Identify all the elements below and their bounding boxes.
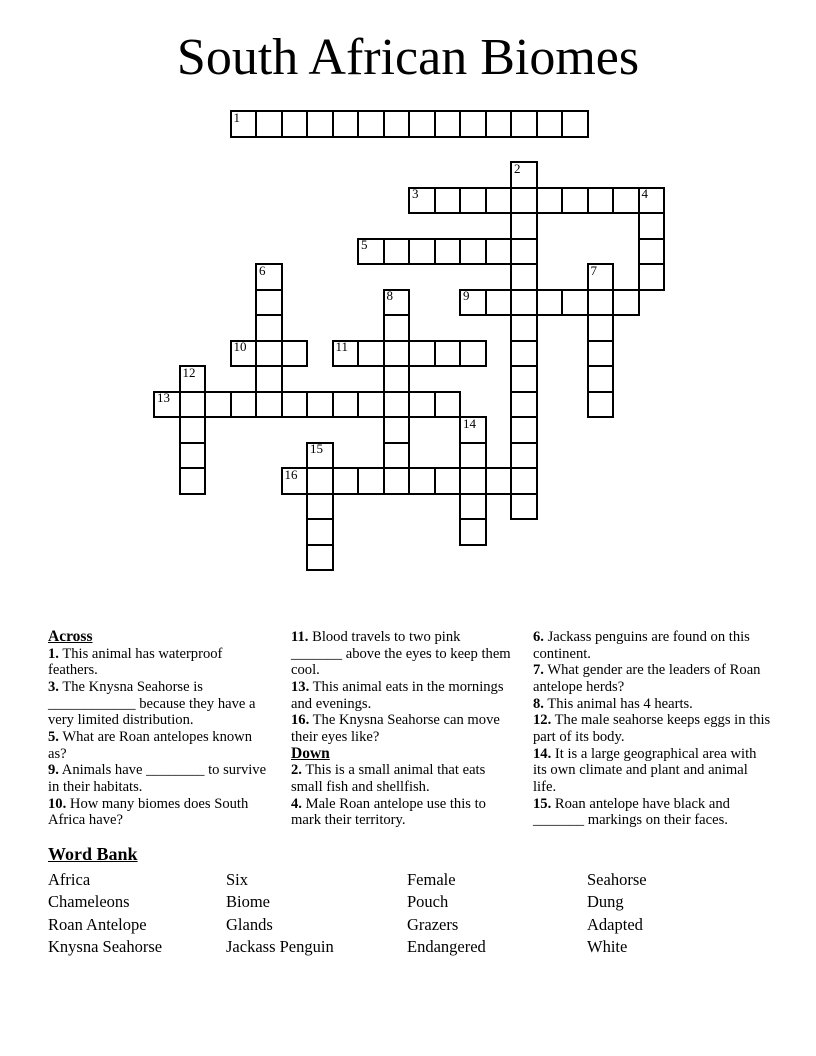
grid-cell[interactable] xyxy=(281,467,309,495)
grid-cell[interactable] xyxy=(510,340,538,368)
grid-cell[interactable] xyxy=(459,110,487,138)
word-bank-item: Chameleons xyxy=(48,892,130,912)
grid-cell[interactable] xyxy=(510,238,538,266)
grid-cell[interactable] xyxy=(306,544,334,572)
cell-number: 14 xyxy=(463,415,476,431)
grid-cell[interactable] xyxy=(587,365,615,393)
grid-cell[interactable] xyxy=(332,467,360,495)
grid-cell[interactable] xyxy=(587,289,615,317)
word-bank-header: Word Bank xyxy=(48,844,138,864)
down-header: Down xyxy=(291,744,330,762)
page-title: South African Biomes xyxy=(176,29,640,86)
clue-number: 8. xyxy=(533,695,544,712)
grid-cell[interactable] xyxy=(179,416,207,444)
word-bank-item: Female xyxy=(407,870,456,889)
clue-number: 7. xyxy=(533,662,544,679)
grid-cell[interactable] xyxy=(638,238,666,266)
grid-cell[interactable] xyxy=(306,391,334,419)
clue-number: 13. xyxy=(291,678,310,695)
cell-number: 3 xyxy=(412,186,419,201)
grid-cell[interactable] xyxy=(255,263,283,291)
word-bank-column-3 xyxy=(407,869,584,959)
grid-cell[interactable] xyxy=(383,391,411,419)
grid-cell[interactable] xyxy=(561,110,589,138)
crossword-grid xyxy=(153,110,665,571)
grid-cell[interactable] xyxy=(179,442,207,470)
cell-number: 2 xyxy=(514,160,521,176)
grid-cell[interactable] xyxy=(281,391,309,419)
word-bank-column-2 xyxy=(226,869,404,959)
cell-number: 12 xyxy=(182,364,196,380)
grid-cell[interactable] xyxy=(383,314,411,342)
grid-cell[interactable] xyxy=(638,263,666,291)
grid-cell[interactable] xyxy=(459,238,487,266)
cell-number: 5 xyxy=(361,237,368,252)
grid-cell[interactable] xyxy=(357,391,385,419)
grid-cell[interactable] xyxy=(306,442,334,470)
grid-cell[interactable] xyxy=(510,314,538,342)
word-bank-item: Grazers xyxy=(407,914,459,934)
word-bank-item: Seahorse xyxy=(587,870,647,889)
clue-11: 11. Blood travels to two pink _______ above the eyes to keep them cool. xyxy=(291,629,511,679)
grid-cell[interactable] xyxy=(638,187,666,215)
grid-cell[interactable] xyxy=(255,340,283,368)
clue-5: 5. What are Roan antelopes known as? xyxy=(48,728,252,762)
cell-number: 11 xyxy=(335,339,349,354)
grid-cell[interactable] xyxy=(255,365,283,393)
clue-8: 8. This animal has 4 hearts. xyxy=(533,695,693,712)
grid-cell[interactable] xyxy=(357,110,385,138)
grid-cell[interactable] xyxy=(408,187,436,215)
clue-13: 13. This animal eats in the mornings and evenings. xyxy=(291,678,504,712)
clue-number: 3. xyxy=(48,678,59,695)
clue-number: 2. xyxy=(291,762,302,779)
cell-number: 1 xyxy=(233,109,240,125)
grid-cell[interactable] xyxy=(510,365,538,393)
cell-number: 8 xyxy=(386,288,393,303)
clue-12: 12. The male seahorse keeps eggs in this part of its body. xyxy=(533,712,771,745)
word-bank-item: Africa xyxy=(48,870,91,889)
grid-cell[interactable] xyxy=(255,110,283,138)
grid-cell[interactable] xyxy=(510,263,538,291)
grid-cell[interactable] xyxy=(383,365,411,393)
cell-number: 13 xyxy=(157,390,170,405)
word-bank-column-1 xyxy=(48,869,223,959)
word-bank-item: Glands xyxy=(226,914,273,934)
grid-cell[interactable] xyxy=(332,110,360,138)
grid-cell[interactable] xyxy=(459,467,487,495)
grid-cell[interactable] xyxy=(383,467,411,495)
clue-2: 2. This is a small animal that eats small fish and shellfish. xyxy=(291,762,486,795)
grid-cell[interactable] xyxy=(408,110,436,138)
word-bank-item: White xyxy=(587,937,628,957)
clue-6: 6. Jackass penguins are found on this continent. xyxy=(533,629,750,662)
grid-cell[interactable] xyxy=(587,187,615,215)
grid-cell[interactable] xyxy=(383,110,411,138)
grid-cell[interactable] xyxy=(408,238,436,266)
grid-cell[interactable] xyxy=(281,340,309,368)
grid-cell[interactable] xyxy=(485,238,513,266)
clue-number: 4. xyxy=(291,795,302,812)
clue-number: 16. xyxy=(291,712,310,729)
grid-cell[interactable] xyxy=(510,161,538,189)
clue-14: 14. It is a large geographical area with its own climate and plant and animal life. xyxy=(533,745,757,795)
grid-cell[interactable] xyxy=(230,340,258,368)
grid-cell[interactable] xyxy=(434,238,462,266)
cell-number: 4 xyxy=(641,186,648,201)
clue-3: 3. The Knysna Seahorse is ____________ because they have a very limited distribution. xyxy=(48,678,256,729)
grid-cell[interactable] xyxy=(383,442,411,470)
grid-cell[interactable] xyxy=(434,467,462,495)
clue-number: 11. xyxy=(291,629,309,645)
clue-column-3 xyxy=(533,629,771,829)
grid-cell[interactable] xyxy=(638,212,666,240)
grid-cell[interactable] xyxy=(434,340,462,368)
clue-15: 15. Roan antelope have black and _______ markings on their faces. xyxy=(533,795,730,829)
word-bank-item: Roan Antelope xyxy=(48,914,147,934)
grid-cell[interactable] xyxy=(306,467,334,495)
word-bank-item: Knysna Seahorse xyxy=(48,937,163,957)
grid-cell[interactable] xyxy=(179,467,207,495)
grid-cell[interactable] xyxy=(587,391,615,419)
clue-number: 1. xyxy=(48,645,59,662)
grid-cell[interactable] xyxy=(179,391,207,419)
word-bank-column-4 xyxy=(587,869,767,959)
grid-cell[interactable] xyxy=(434,187,462,215)
grid-cell[interactable] xyxy=(536,187,564,215)
grid-cell[interactable] xyxy=(383,416,411,444)
word-bank-item: Adapted xyxy=(587,914,643,934)
grid-cell[interactable] xyxy=(485,467,513,495)
grid-cell[interactable] xyxy=(230,391,258,419)
clue-number: 5. xyxy=(48,728,59,745)
grid-cell[interactable] xyxy=(536,110,564,138)
grid-cell[interactable] xyxy=(510,391,538,419)
grid-cell[interactable] xyxy=(459,518,487,546)
word-bank-item: Six xyxy=(226,870,249,889)
clue-1: 1. This animal has waterproof feathers. xyxy=(48,645,223,679)
clue-number: 10. xyxy=(48,795,67,812)
clue-number: 12. xyxy=(533,712,552,729)
cell-number: 16 xyxy=(284,466,298,482)
word-bank-item: Endangered xyxy=(407,937,486,957)
grid-cell[interactable] xyxy=(587,263,615,291)
grid-cell[interactable] xyxy=(230,110,258,138)
grid-cell[interactable] xyxy=(281,110,309,138)
clue-4: 4. Male Roan antelope use this to mark their territory. xyxy=(291,795,486,829)
grid-cell[interactable] xyxy=(612,187,640,215)
grid-cell[interactable] xyxy=(383,340,411,368)
grid-cell[interactable] xyxy=(179,365,207,393)
word-bank-item: Jackass Penguin xyxy=(226,937,334,957)
grid-cell[interactable] xyxy=(408,467,436,495)
grid-cell[interactable] xyxy=(485,110,513,138)
grid-cell[interactable] xyxy=(408,340,436,368)
grid-cell[interactable] xyxy=(459,416,487,444)
grid-cell[interactable] xyxy=(510,212,538,240)
cell-number: 7 xyxy=(590,262,597,278)
grid-cell[interactable] xyxy=(306,110,334,138)
cell-number: 9 xyxy=(463,288,470,303)
grid-cell[interactable] xyxy=(383,238,411,266)
grid-cell[interactable] xyxy=(485,187,513,215)
grid-cell[interactable] xyxy=(255,289,283,317)
grid-cell[interactable] xyxy=(332,391,360,419)
clue-number: 6. xyxy=(533,629,544,645)
grid-cell[interactable] xyxy=(459,493,487,521)
grid-cell[interactable] xyxy=(612,289,640,317)
grid-cell[interactable] xyxy=(510,289,538,317)
clue-9: 9. Animals have ________ to survive in their habitats. xyxy=(48,762,267,795)
grid-cell[interactable] xyxy=(332,340,360,368)
grid-cell[interactable] xyxy=(383,289,411,317)
grid-cell[interactable] xyxy=(306,493,334,521)
clue-7: 7. What gender are the leaders of Roan antelope herds? xyxy=(533,662,761,695)
grid-cell[interactable] xyxy=(306,518,334,546)
grid-cell[interactable] xyxy=(587,314,615,342)
clue-number: 14. xyxy=(533,745,552,762)
word-bank-item: Biome xyxy=(226,892,270,912)
grid-cell[interactable] xyxy=(459,442,487,470)
cell-number: 15 xyxy=(310,441,323,456)
clue-number: 9. xyxy=(48,762,59,779)
clue-10: 10. How many biomes does South Africa have? xyxy=(48,795,249,829)
across-header: Across xyxy=(48,628,93,645)
grid-cell[interactable] xyxy=(510,110,538,138)
grid-cell[interactable] xyxy=(510,187,538,215)
grid-cell[interactable] xyxy=(204,391,232,419)
grid-cell[interactable] xyxy=(434,391,462,419)
grid-cell[interactable] xyxy=(408,391,436,419)
grid-cell[interactable] xyxy=(357,238,385,266)
grid-cell[interactable] xyxy=(485,289,513,317)
clue-column-1 xyxy=(48,629,272,829)
grid-cell[interactable] xyxy=(459,340,487,368)
grid-cell[interactable] xyxy=(510,416,538,444)
word-bank-item: Pouch xyxy=(407,892,449,912)
cell-number: 10 xyxy=(233,339,247,354)
grid-cell[interactable] xyxy=(510,442,538,470)
grid-cell[interactable] xyxy=(561,289,589,317)
grid-cell[interactable] xyxy=(536,289,564,317)
clue-column-2 xyxy=(291,629,515,829)
clue-number: 15. xyxy=(533,795,552,812)
grid-cell[interactable] xyxy=(561,187,589,215)
cell-number: 6 xyxy=(259,262,266,278)
grid-cell[interactable] xyxy=(459,187,487,215)
grid-cell[interactable] xyxy=(153,391,181,419)
grid-cell[interactable] xyxy=(510,493,538,521)
word-bank-item: Dung xyxy=(587,892,624,912)
grid-cell[interactable] xyxy=(459,289,487,317)
clue-16: 16. The Knysna Seahorse can move their eyes like? xyxy=(291,712,500,745)
grid-cell[interactable] xyxy=(255,391,283,419)
grid-cell[interactable] xyxy=(510,467,538,495)
grid-cell[interactable] xyxy=(357,340,385,368)
grid-cell[interactable] xyxy=(587,340,615,368)
grid-cell[interactable] xyxy=(255,314,283,342)
grid-cell[interactable] xyxy=(434,110,462,138)
grid-cell[interactable] xyxy=(357,467,385,495)
